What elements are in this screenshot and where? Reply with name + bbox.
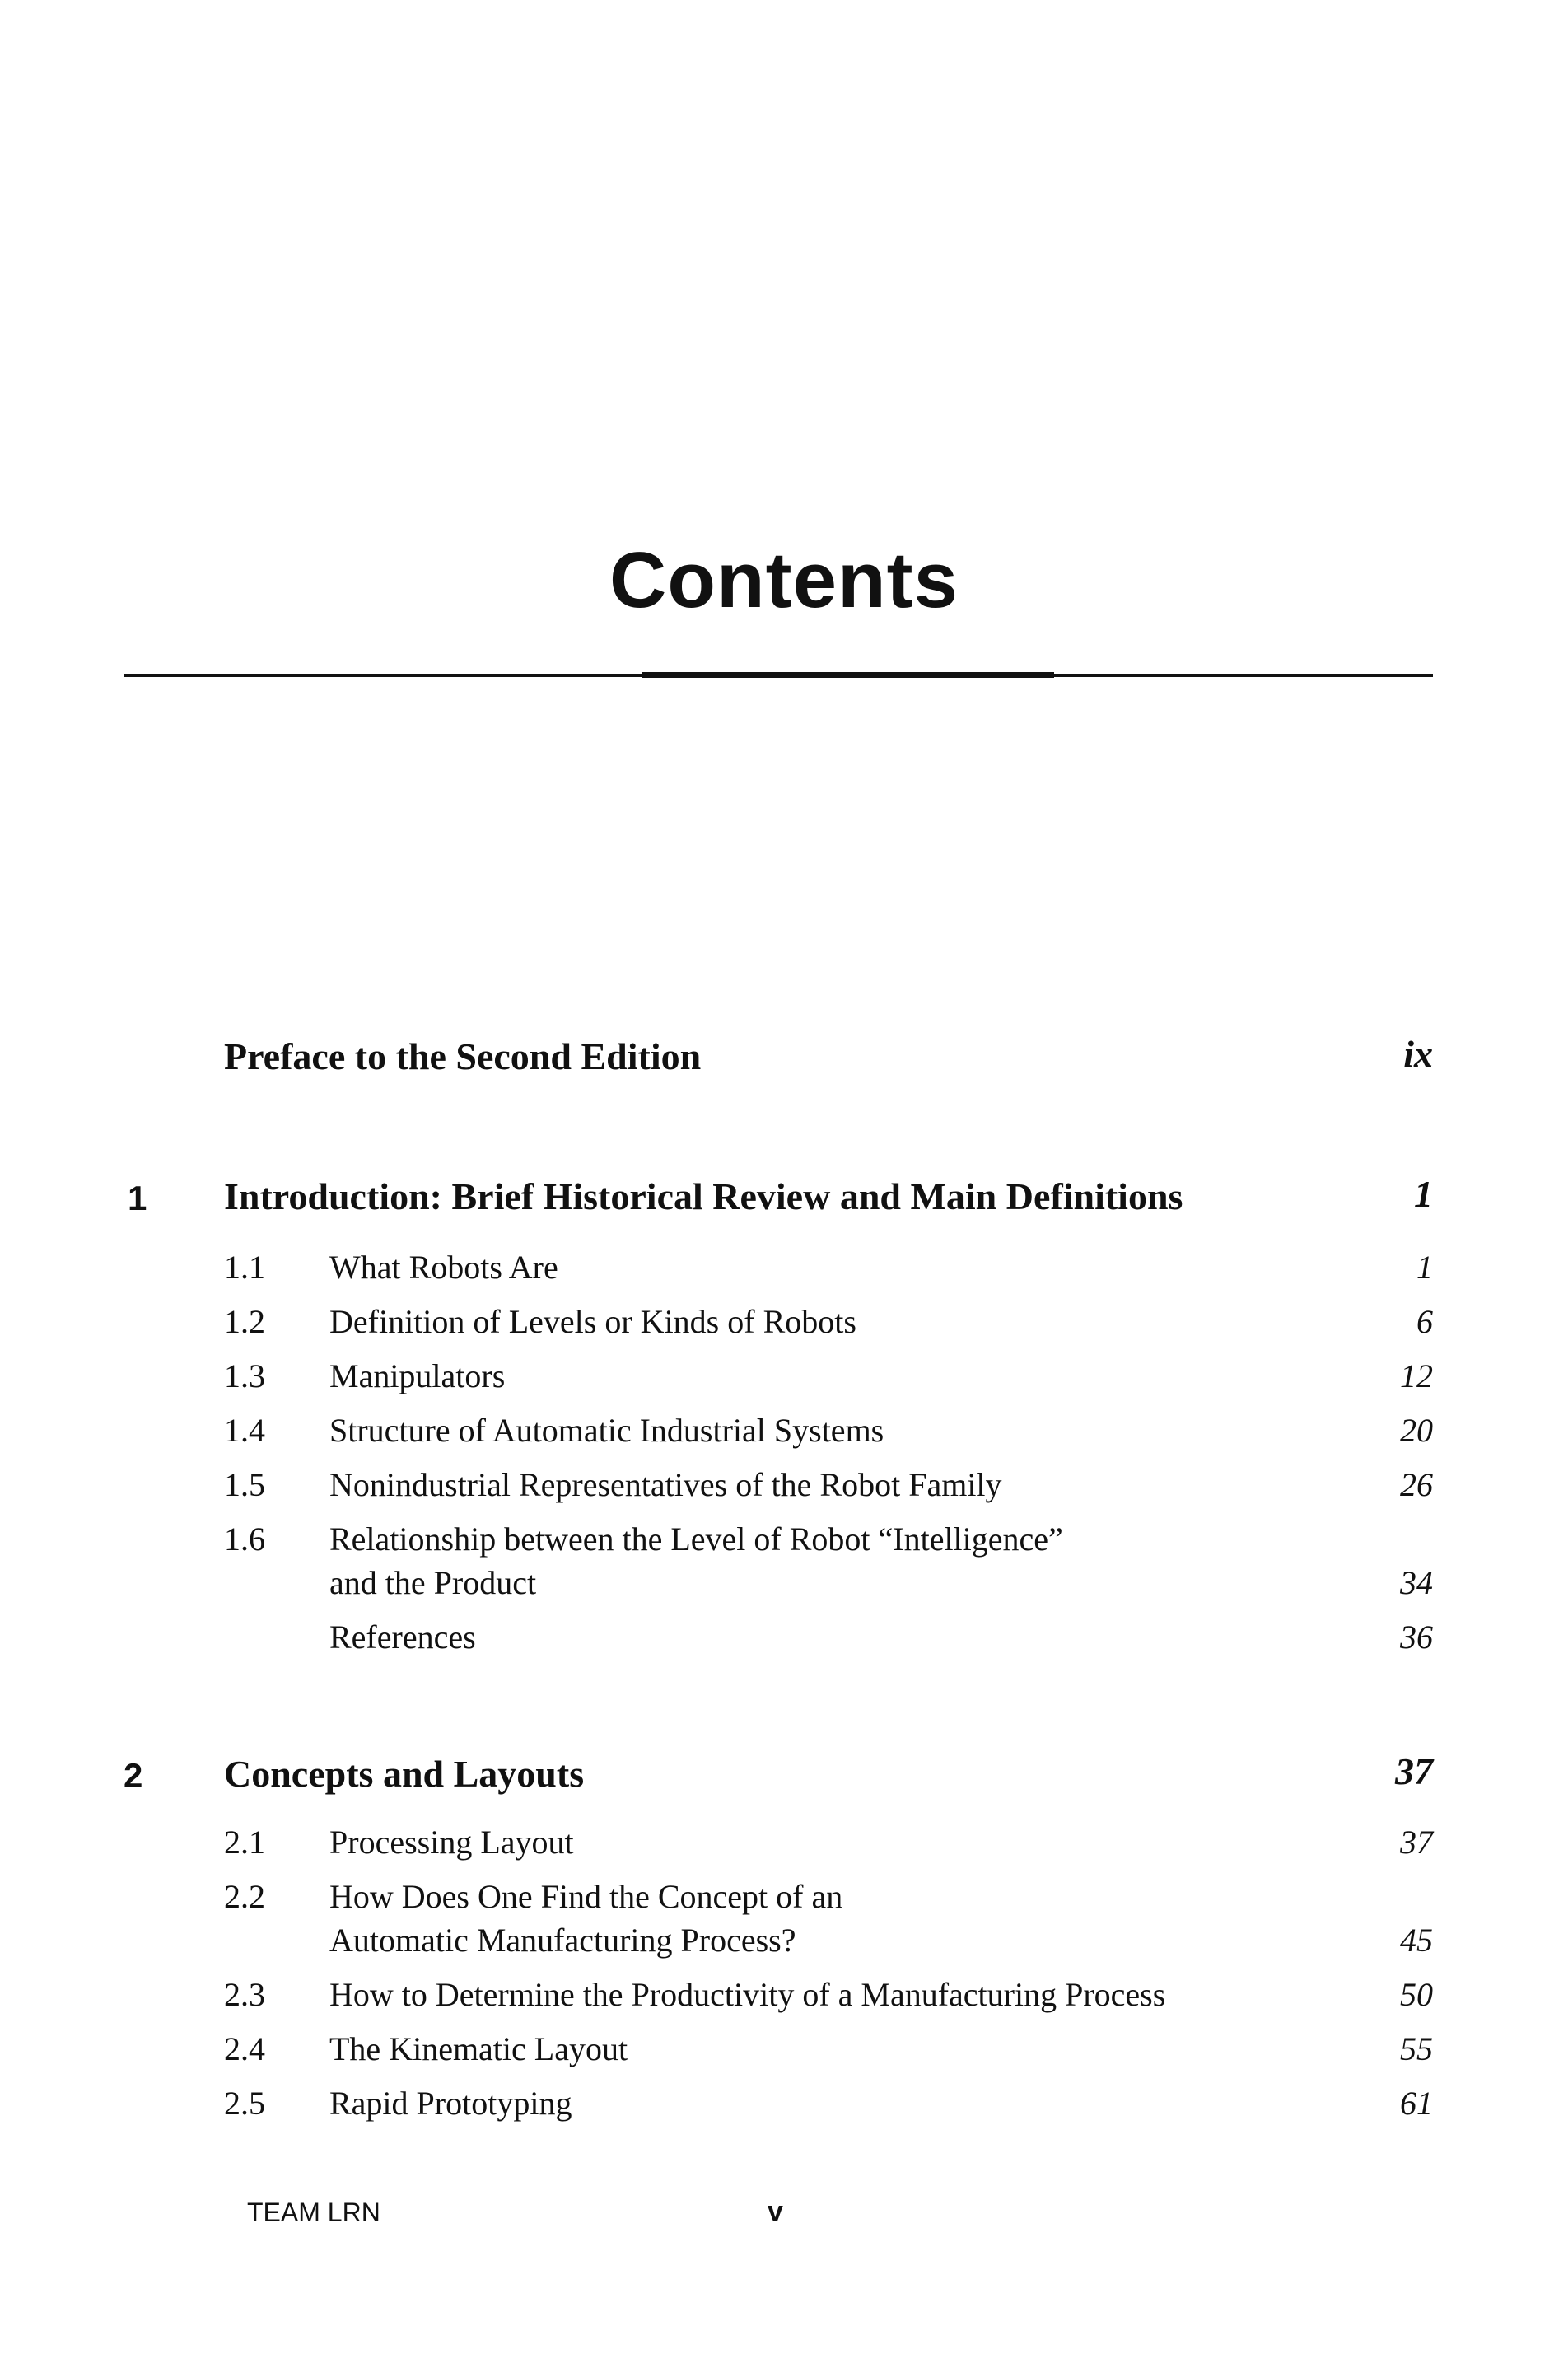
- toc-section-page: 20: [1400, 1412, 1433, 1449]
- toc-section-title-line2[interactable]: Automatic Manufacturing Process?: [329, 1922, 796, 1959]
- toc-section-page: 55: [1400, 2030, 1433, 2067]
- toc-section-title[interactable]: What Robots Are: [329, 1249, 558, 1286]
- toc-section-title[interactable]: The Kinematic Layout: [329, 2030, 628, 2067]
- toc-section-title-line1[interactable]: How Does One Find the Concept of an: [329, 1878, 843, 1915]
- toc-section-number: 1.1: [224, 1249, 265, 1286]
- toc-section-number: 2.3: [224, 1976, 265, 2013]
- toc-section-number: 2.2: [224, 1878, 265, 1915]
- toc-section-number: 1.4: [224, 1412, 265, 1449]
- toc-chapter-title[interactable]: Concepts and Layouts: [224, 1753, 585, 1795]
- toc-section-page: 6: [1416, 1303, 1433, 1340]
- toc-section-number: 1.2: [224, 1303, 265, 1340]
- toc-chapter-number: 2: [124, 1756, 143, 1795]
- toc-section-number: 2.5: [224, 2085, 265, 2122]
- toc-section-page: 26: [1400, 1466, 1433, 1503]
- toc-section-page: 34: [1400, 1564, 1433, 1601]
- page-title: Contents: [609, 536, 959, 624]
- title-rule-thick: [642, 672, 1054, 678]
- toc-section-number: 1.6: [224, 1520, 265, 1558]
- footer-watermark: TEAM LRN: [247, 2198, 380, 2227]
- toc-section-title-line1[interactable]: Relationship between the Level of Robot “Intelligence”: [329, 1520, 1063, 1558]
- toc-chapter-number: 1: [128, 1179, 147, 1217]
- toc-chapter-page: 1: [1414, 1173, 1433, 1215]
- toc-preface-page: ix: [1403, 1033, 1433, 1075]
- toc-section-number: 2.1: [224, 1824, 265, 1861]
- toc-section-title-line2[interactable]: and the Product: [329, 1564, 537, 1601]
- toc-section-page: 61: [1400, 2085, 1433, 2122]
- toc-section-page: 50: [1400, 1976, 1433, 2013]
- toc-section-title[interactable]: Rapid Prototyping: [329, 2085, 572, 2122]
- toc-section-page: 37: [1400, 1824, 1433, 1861]
- toc-section-title[interactable]: Nonindustrial Representatives of the Robot Family: [329, 1466, 1002, 1503]
- toc-section-title[interactable]: How to Determine the Productivity of a Manufacturing Process: [329, 1976, 1166, 2013]
- toc-chapter-title[interactable]: Introduction: Brief Historical Review and Main Definitions: [224, 1175, 1183, 1217]
- toc-section-number: 1.3: [224, 1357, 265, 1394]
- toc-references-title[interactable]: References: [329, 1618, 476, 1656]
- toc-section-page: 12: [1400, 1357, 1433, 1394]
- footer-page-number: v: [768, 2196, 783, 2227]
- toc-section-title[interactable]: Definition of Levels or Kinds of Robots: [329, 1303, 856, 1340]
- toc-chapter-page: 37: [1395, 1750, 1433, 1792]
- toc-section-title[interactable]: Structure of Automatic Industrial Systems: [329, 1412, 884, 1449]
- toc-section-title[interactable]: Manipulators: [329, 1357, 506, 1394]
- toc-section-number: 2.4: [224, 2030, 265, 2067]
- toc-section-page: 45: [1400, 1922, 1433, 1959]
- toc-section-title[interactable]: Processing Layout: [329, 1824, 574, 1861]
- toc-section-number: 1.5: [224, 1466, 265, 1503]
- toc-section-page: 1: [1416, 1249, 1433, 1286]
- toc-references-page: 36: [1400, 1618, 1433, 1656]
- toc-preface-title[interactable]: Preface to the Second Edition: [224, 1035, 702, 1077]
